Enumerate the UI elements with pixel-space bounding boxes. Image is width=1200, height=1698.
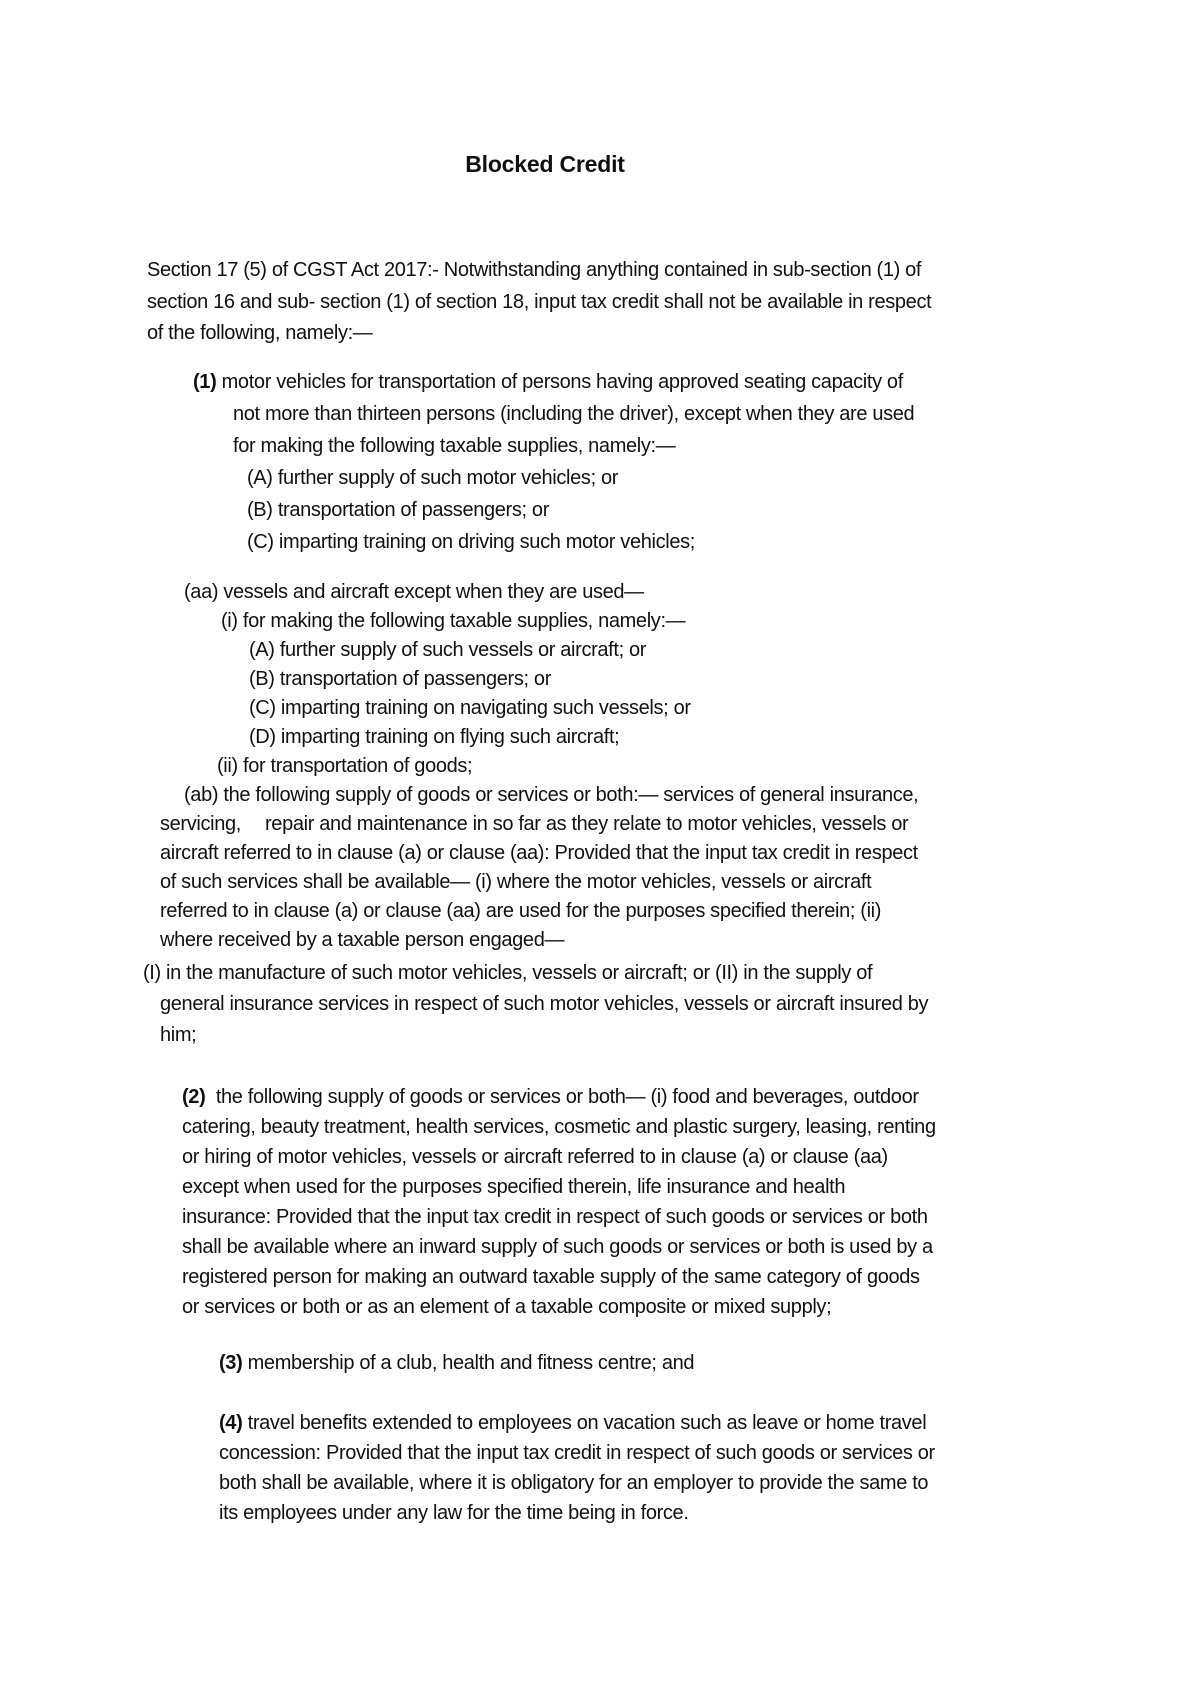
clause-4-line: concession: Provided that the input tax credit in respect of such goods or services or bbox=[219, 1442, 935, 1464]
clause-1-subitem: (B) transportation of passengers; or bbox=[247, 499, 549, 521]
intro-line: of the following, namely:— bbox=[147, 322, 373, 344]
clause-4-line: its employees under any law for the time being in force. bbox=[219, 1502, 689, 1524]
clause-ab-servicing: servicing, bbox=[160, 813, 241, 835]
clause-2-line: shall be available where an inward supply of such goods or services or both is used by a bbox=[182, 1236, 933, 1258]
clause-aa-subitem: (C) imparting training on navigating such vessels; or bbox=[249, 697, 691, 719]
clause-aa-line: (ii) for transportation of goods; bbox=[217, 755, 473, 777]
clause-2-text: the following supply of goods or services or both— (i) food and beverages, outdoor bbox=[215, 1086, 919, 1108]
clause-ab-line: (I) in the manufacture of such motor vehicles, vessels or aircraft; or (II) in the supply of bbox=[143, 962, 873, 984]
clause-ab-line: (ab) the following supply of goods or services or both:— services of general insurance, bbox=[184, 784, 919, 806]
clause-2-line: or services or both or as an element of a taxable composite or mixed supply; bbox=[182, 1296, 832, 1318]
clause-2-first-line bbox=[182, 1085, 919, 1109]
clause-2-line: registered person for making an outward taxable supply of the same category of goods bbox=[182, 1266, 920, 1288]
clause-2-line: insurance: Provided that the input tax credit in respect of such goods or services or both bbox=[182, 1206, 928, 1228]
clause-ab-line: of such services shall be available— (i) where the motor vehicles, vessels or aircraft bbox=[160, 871, 872, 893]
clause-1-line: for making the following taxable supplies, namely:— bbox=[233, 435, 676, 457]
clause-aa-subitem: (A) further supply of such vessels or aircraft; or bbox=[249, 639, 647, 661]
clause-2-line: or hiring of motor vehicles, vessels or aircraft referred to in clause (a) or clause (aa) bbox=[182, 1146, 888, 1168]
clause-4-line: both shall be available, where it is obligatory for an employer to provide the same to bbox=[219, 1472, 929, 1494]
clause-4-text: travel benefits extended to employees on vacation such as leave or home travel bbox=[247, 1412, 927, 1434]
clause-1-text: motor vehicles for transportation of persons having approved seating capacity of bbox=[221, 371, 903, 393]
document-title: Blocked Credit bbox=[465, 151, 625, 177]
clause-ab-line: where received by a taxable person engaged— bbox=[160, 929, 565, 951]
clause-3-text: membership of a club, health and fitness centre; and bbox=[247, 1352, 695, 1374]
clause-aa-line: (aa) vessels and aircraft except when they are used— bbox=[184, 581, 644, 603]
clause-2-line: except when used for the purposes specified therein, life insurance and health bbox=[182, 1176, 846, 1198]
clause-3-line bbox=[219, 1351, 694, 1375]
clause-ab-line: him; bbox=[160, 1024, 197, 1046]
clause-4-first-line bbox=[219, 1411, 926, 1435]
clause-aa-subitem: (B) transportation of passengers; or bbox=[249, 668, 551, 690]
clause-ab-servicing-rest: repair and maintenance in so far as they relate to motor vehicles, vessels or bbox=[264, 813, 909, 835]
clause-ab-line: referred to in clause (a) or clause (aa) are used for the purposes specified therein; (ii) bbox=[160, 900, 882, 922]
clause-4-label: (4) bbox=[219, 1412, 243, 1434]
clause-aa-subitem: (D) imparting training on flying such aircraft; bbox=[249, 726, 620, 748]
clause-1-first-line bbox=[193, 370, 903, 394]
clause-ab-line: aircraft referred to in clause (a) or clause (aa): Provided that the input tax credit in respect bbox=[160, 842, 918, 864]
clause-ab-line: general insurance services in respect of such motor vehicles, vessels or aircraft insured by bbox=[160, 993, 929, 1015]
clause-1-subitem: (C) imparting training on driving such motor vehicles; bbox=[247, 531, 695, 553]
clause-2-line: catering, beauty treatment, health services, cosmetic and plastic surgery, leasing, renting bbox=[182, 1116, 936, 1138]
clause-aa-line: (i) for making the following taxable supplies, namely:— bbox=[221, 610, 686, 632]
clause-1-label: (1) bbox=[193, 371, 217, 393]
intro-line: section 16 and sub- section (1) of section 18, input tax credit shall not be available in respect bbox=[147, 291, 932, 313]
intro-line: Section 17 (5) of CGST Act 2017:- Notwithstanding anything contained in sub-section (1) of bbox=[147, 259, 922, 281]
clause-3-label: (3) bbox=[219, 1352, 243, 1374]
clause-ab-line bbox=[160, 812, 908, 836]
clause-2-label: (2) bbox=[182, 1086, 206, 1108]
clause-1-line: not more than thirteen persons (including the driver), except when they are used bbox=[233, 403, 915, 425]
clause-1-subitem: (A) further supply of such motor vehicles; or bbox=[247, 467, 619, 489]
